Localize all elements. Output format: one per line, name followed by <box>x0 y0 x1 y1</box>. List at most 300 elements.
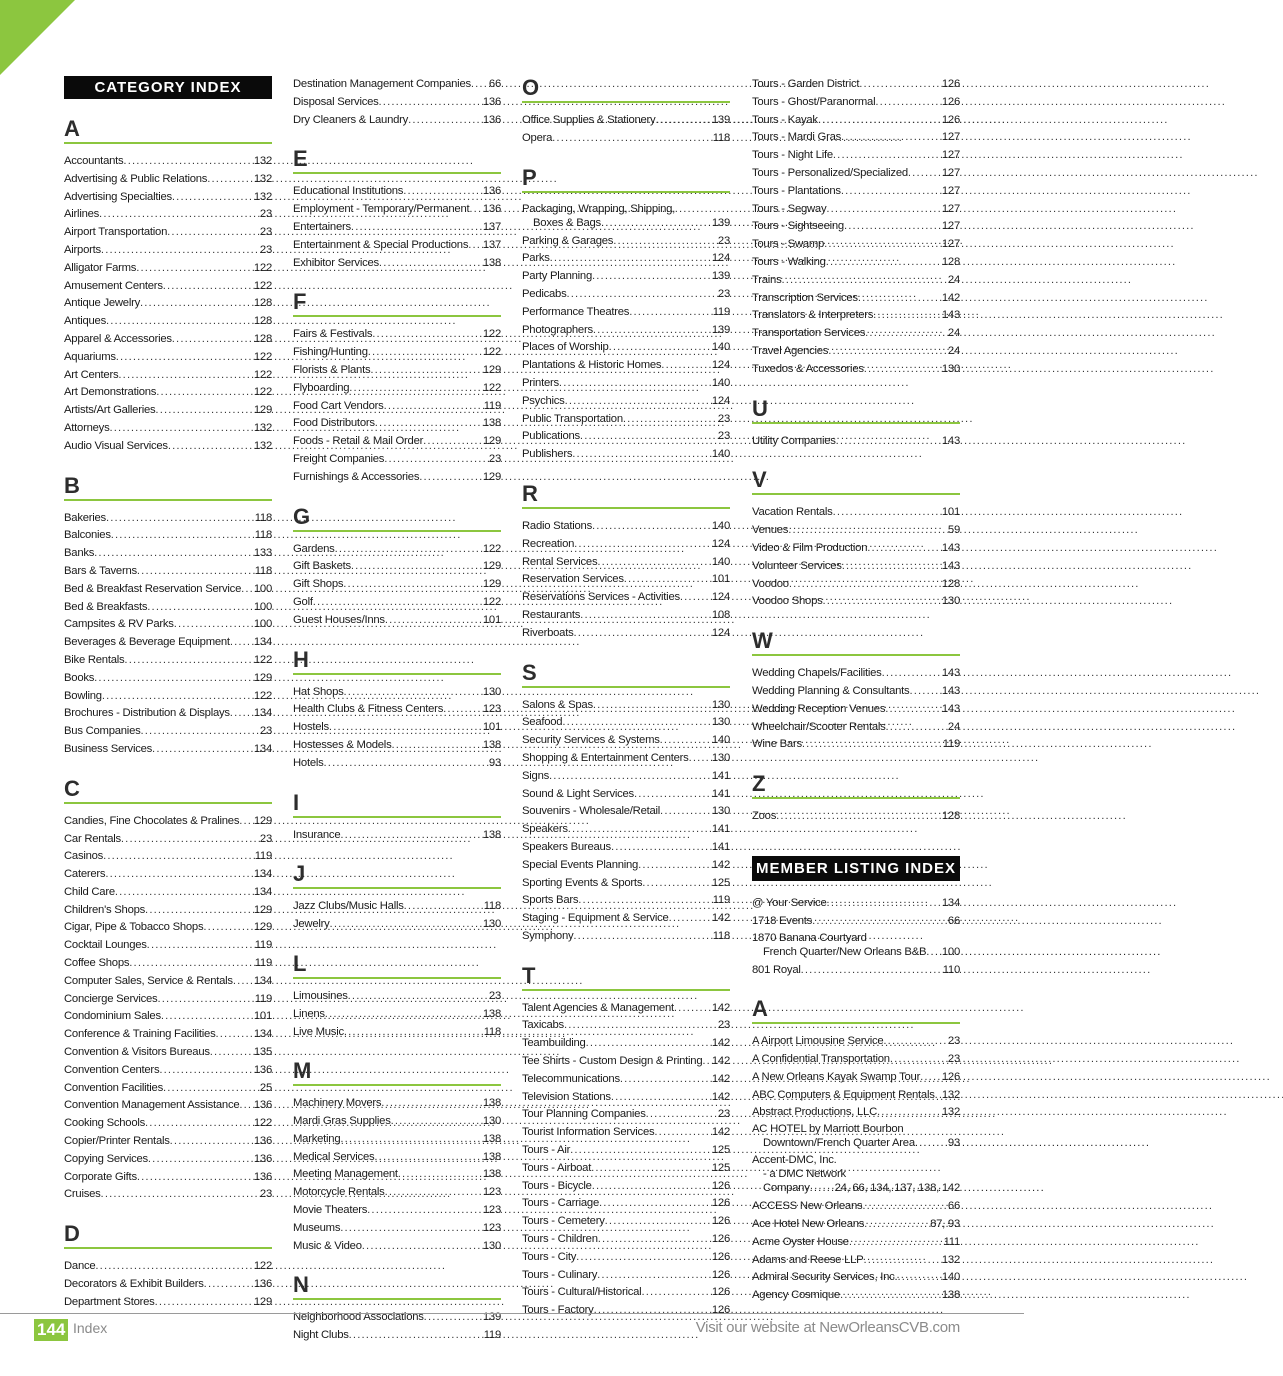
index-entry <box>293 827 501 845</box>
leader-dots <box>111 527 255 545</box>
leader-dots <box>443 701 483 719</box>
index-entry <box>522 910 730 928</box>
entry-name: Wedding Reception Venues <box>752 702 886 715</box>
index-entry <box>752 112 960 130</box>
leader-dots <box>550 250 712 268</box>
entry-page: 130 <box>482 1115 501 1128</box>
leader-dots <box>239 1097 254 1115</box>
entry-page: 119 <box>254 850 272 863</box>
entry-page: 128 <box>253 332 272 345</box>
leader-dots <box>207 171 254 189</box>
index-entry <box>522 375 730 393</box>
index-section <box>522 482 730 643</box>
entry-name: Tour Planning Companies <box>522 1108 646 1121</box>
entry-page: 138 <box>941 1289 960 1302</box>
category-index-heading: CATEGORY INDEX <box>64 76 272 99</box>
leader-dots <box>239 813 254 831</box>
index-entry <box>522 875 730 893</box>
entry-name: Wine Bars <box>752 738 802 751</box>
entry-name: Aquariums <box>64 350 116 363</box>
leader-dots <box>611 839 712 857</box>
entry-page: 101 <box>711 573 730 586</box>
entry-page: 127 <box>941 238 960 251</box>
entry-page: 25 <box>259 1081 272 1094</box>
leader-dots <box>340 1131 483 1149</box>
leader-dots <box>156 384 254 402</box>
entry-name: Utility Companies <box>752 434 836 447</box>
leader-dots <box>147 937 255 955</box>
leader-dots <box>340 1220 483 1238</box>
section-letter: B <box>64 474 272 501</box>
index-entry <box>293 219 501 237</box>
entry-name-line: 1870 Banana Courtyard <box>752 931 867 944</box>
leader-dots <box>106 510 255 528</box>
leader-dots <box>867 540 942 558</box>
index-section <box>293 952 501 1041</box>
entry-name: Jazz Clubs/Music Halls <box>293 900 404 913</box>
leader-dots <box>384 398 484 416</box>
leader-dots <box>145 1115 254 1133</box>
entry-page: 141 <box>711 840 730 853</box>
entry-name: Reservations Services - Activities <box>522 591 680 604</box>
index-entry <box>522 1249 730 1267</box>
index-entry <box>64 402 272 420</box>
index-entry <box>522 1124 730 1142</box>
entry-page: 130 <box>711 751 730 764</box>
entry-name: Computer Sales, Service & Rentals <box>64 974 233 987</box>
leader-dots <box>580 428 718 446</box>
entry-name: Art Centers <box>64 368 119 381</box>
leader-dots <box>599 1195 712 1213</box>
leader-dots <box>935 1087 942 1105</box>
entry-page: 126 <box>711 1304 730 1317</box>
leader-dots <box>330 916 483 934</box>
leader-dots <box>157 991 254 1009</box>
entry-page: 142 <box>711 912 730 925</box>
entry-name: Alligator Farms <box>64 261 137 274</box>
leader-dots <box>833 504 942 522</box>
leader-dots <box>642 875 712 893</box>
leader-dots <box>471 76 489 94</box>
entry-name: Amusement Centers <box>64 279 163 292</box>
index-entry <box>752 522 960 540</box>
index-entry <box>752 701 960 719</box>
entry-page: 130 <box>711 698 730 711</box>
index-entry <box>752 361 960 379</box>
entry-name: Cooking Schools <box>64 1117 146 1130</box>
leader-dots <box>593 697 712 715</box>
index-entry <box>752 1051 960 1069</box>
index-entry <box>293 737 501 755</box>
entry-name: Hostesses & Models <box>293 738 392 751</box>
entry-name: Copying Services <box>64 1152 148 1165</box>
entry-page: 118 <box>712 929 730 942</box>
entry-page: 126 <box>711 1286 730 1299</box>
entry-page: 143 <box>941 434 960 447</box>
entry-page: 126 <box>711 1268 730 1281</box>
index-entry <box>752 808 960 826</box>
entry-name: Marketing <box>293 1132 341 1145</box>
entry-name: Cruises <box>64 1188 101 1201</box>
leader-dots <box>570 1142 712 1160</box>
index-entry <box>522 130 730 148</box>
index-entry <box>752 1033 960 1051</box>
index-entry <box>752 254 960 272</box>
entry-page: 129 <box>253 921 272 934</box>
entry-name: Wheelchair/Scooter Rentals <box>752 720 886 733</box>
entry-name: Advertising & Public Relations <box>64 172 208 185</box>
leader-dots <box>926 945 942 959</box>
leader-dots <box>841 183 942 201</box>
entry-name: Admiral Security Services, Inc. <box>752 1271 898 1284</box>
entry-page: 127 <box>941 149 960 162</box>
entry-name: Tourist Information Services <box>522 1126 655 1139</box>
entry-page: 136 <box>253 1063 272 1076</box>
entry-name: Speakers Bureaus <box>522 840 611 853</box>
leader-dots <box>660 732 712 750</box>
entry-name: A Confidential Transportation <box>752 1053 890 1066</box>
entry-name: Agency Cosmique <box>752 1289 840 1302</box>
entry-page: 134 <box>253 742 272 755</box>
entry-name: Department Stores <box>64 1295 155 1308</box>
entry-page: 136 <box>253 1099 272 1112</box>
index-entry <box>293 398 501 416</box>
index-entry <box>752 683 960 701</box>
entry-page: 119 <box>712 894 730 907</box>
entry-page: 130 <box>941 595 960 608</box>
index-entry <box>752 962 960 980</box>
entry-page: 122 <box>253 350 272 363</box>
leader-dots <box>375 415 483 433</box>
leader-dots <box>423 433 483 451</box>
entry-page: 127 <box>941 202 960 215</box>
entry-name: Children's Shops <box>64 903 146 916</box>
leader-dots <box>844 218 942 236</box>
entry-name: Banks <box>64 547 95 560</box>
index-section <box>293 290 501 486</box>
entry-name: Apparel & Accessories <box>64 332 172 345</box>
entry-page: 23 <box>259 243 272 256</box>
entry-name: Airlines <box>64 208 100 221</box>
entry-page: 23 <box>717 287 730 300</box>
index-entry <box>293 612 501 630</box>
entry-page: 127 <box>941 166 960 179</box>
index-entry <box>522 625 730 643</box>
index-entry <box>522 839 730 857</box>
index-entry <box>64 581 272 599</box>
section-letter: A <box>64 117 272 144</box>
entry-page: 130 <box>941 362 960 375</box>
index-entry <box>522 536 730 554</box>
index-entry <box>522 286 730 304</box>
leader-dots <box>145 902 254 920</box>
entry-page: 108 <box>711 608 730 621</box>
index-entry <box>293 755 501 773</box>
entry-name: Copier/Printer Rentals <box>64 1135 170 1148</box>
entry-page: 136 <box>482 113 501 126</box>
entry-name: A New Orleans Kayak Swamp Tour <box>752 1070 921 1083</box>
leader-dots <box>629 304 713 322</box>
index-entry <box>64 670 272 688</box>
entry-page: 118 <box>254 511 272 524</box>
entry-name: Tours - Air <box>522 1144 571 1157</box>
entry-page: 23 <box>259 208 272 221</box>
leader-dots <box>865 325 948 343</box>
entry-name: Convention Management Assistance <box>64 1099 240 1112</box>
index-entry <box>752 1069 960 1087</box>
member-listing-heading: MEMBER LISTING INDEX <box>752 856 960 881</box>
page-number: 144 <box>34 1319 68 1341</box>
entry-page: 101 <box>941 506 960 519</box>
entry-page: 143 <box>941 702 960 715</box>
entry-name: Advertising Specialties <box>64 190 172 203</box>
index-section <box>293 505 501 630</box>
entry-page: 126 <box>711 1197 730 1210</box>
leader-dots <box>367 1202 483 1220</box>
entry-name: Tours - Kayak <box>752 113 818 126</box>
leader-dots <box>886 719 948 737</box>
index-entry <box>64 224 272 242</box>
entry-page: 119 <box>254 957 272 970</box>
leader-dots <box>324 755 489 773</box>
index-entry <box>522 233 730 251</box>
entry-name: ABC Computers & Equipment Rentals <box>752 1088 935 1101</box>
entry-name: Campsites & RV Parks <box>64 618 174 631</box>
entry-page: 134 <box>253 707 272 720</box>
index-entry <box>522 112 730 130</box>
entry-name: Signs <box>522 769 550 782</box>
index-entry <box>293 362 501 380</box>
index-entry <box>293 1113 501 1131</box>
entry-name: Tours - Airboat <box>522 1161 592 1174</box>
leader-dots <box>329 719 483 737</box>
entry-page: 24 <box>947 327 960 340</box>
index-entry <box>293 1202 501 1220</box>
section-letter: A <box>752 997 960 1024</box>
entry-page: 136 <box>253 1135 272 1148</box>
entry-name: Museums <box>293 1221 341 1234</box>
index-entry <box>64 813 272 831</box>
entry-name: Zoos <box>752 810 777 823</box>
entry-name: Tours - Ghost/Paranormal <box>752 95 876 108</box>
entry-page: 143 <box>941 559 960 572</box>
entry-page: 132 <box>253 439 272 452</box>
leader-dots <box>241 581 254 599</box>
leader-dots <box>605 1213 712 1231</box>
index-entry <box>64 545 272 563</box>
entry-page: 122 <box>253 279 272 292</box>
entry-page: 130 <box>711 805 730 818</box>
section-letter: S <box>522 661 730 688</box>
leader-dots <box>586 1035 712 1053</box>
entry-name: Office Supplies & Stationery <box>522 114 656 126</box>
leader-dots <box>167 224 260 242</box>
index-entry <box>752 913 960 931</box>
entry-page: 127 <box>941 184 960 197</box>
entry-page: 138 <box>482 738 501 751</box>
entry-page: 127 <box>941 220 960 233</box>
entry-name: Printers <box>522 376 559 389</box>
entry-name: Dry Cleaners & Laundry <box>293 113 409 126</box>
entry-name: Opera <box>522 131 553 144</box>
index-entry <box>64 848 272 866</box>
index-entry <box>64 331 272 349</box>
index-entry <box>293 183 501 201</box>
leader-dots <box>598 1231 712 1249</box>
leader-dots <box>381 1095 483 1113</box>
leader-dots <box>634 786 712 804</box>
index-entry <box>64 1044 272 1062</box>
entry-name: Publishers <box>522 448 573 461</box>
entry-name: Volunteer Services <box>752 559 842 572</box>
entry-name: Taxicabs <box>522 1019 564 1032</box>
entry-name: Mardi Gras Supplies <box>293 1115 391 1128</box>
leader-dots <box>842 558 942 576</box>
entry-name: Music & Video <box>293 1239 362 1252</box>
entry-page: 118 <box>483 1025 501 1038</box>
index-entry <box>64 1294 272 1312</box>
entry-name: Tours - Personalized/Specialized <box>752 166 908 179</box>
leader-dots <box>351 558 483 576</box>
entry-page: 124 <box>711 537 730 550</box>
index-entry <box>64 510 272 528</box>
leader-dots <box>155 402 253 420</box>
entry-name-line: Downtown/French Quarter Area <box>763 1137 915 1150</box>
section-letter: D <box>64 1222 272 1249</box>
entry-page: 100 <box>941 945 960 958</box>
leader-dots <box>864 1216 930 1234</box>
entry-name: Florists & Plants <box>293 363 371 376</box>
entry-page: 111 <box>943 1235 960 1248</box>
leader-dots <box>123 153 253 171</box>
index-section <box>293 648 501 773</box>
leader-dots <box>379 255 483 273</box>
entry-name: Guest Houses/Inns <box>293 613 385 626</box>
leader-dots <box>216 1026 254 1044</box>
index-entry <box>293 201 501 219</box>
leader-dots <box>137 563 255 581</box>
index-entry <box>522 1195 730 1213</box>
entry-name: Abstract Productions, LLC <box>752 1106 877 1119</box>
entry-page: 138 <box>482 1132 501 1145</box>
index-entry <box>64 705 272 723</box>
entry-page: 124 <box>711 591 730 604</box>
entry-page: 136 <box>253 1152 272 1165</box>
index-entry <box>64 1258 272 1276</box>
leader-dots <box>883 1033 948 1051</box>
entry-name: Vacation Rentals <box>752 506 833 519</box>
entry-page: 138 <box>482 417 501 430</box>
entry-name: Seafood <box>522 716 563 729</box>
leader-dots <box>826 254 942 272</box>
entry-name: Tuxedos & Accessories <box>752 362 864 375</box>
index-entry <box>522 446 730 464</box>
entry-name: Performance Theatres <box>522 305 630 318</box>
entry-page: 130 <box>482 1239 501 1252</box>
entry-page: 122 <box>482 542 501 555</box>
entry-name: Convention Facilities <box>64 1081 163 1094</box>
leader-dots <box>920 1069 942 1087</box>
entry-page: 123 <box>482 1186 501 1199</box>
entry-page: 123 <box>482 1204 501 1217</box>
entry-name: Special Events Planning <box>522 858 639 871</box>
entry-name: Car Rentals <box>64 832 121 845</box>
entry-page: 129 <box>482 560 501 573</box>
entry-page: 142 <box>711 858 730 871</box>
entry-name: Symphony <box>522 929 574 942</box>
entry-name: Live Music <box>293 1025 344 1038</box>
leader-dots <box>810 1181 835 1195</box>
entry-page: 125 <box>711 1161 730 1174</box>
entry-name: Wedding Chapels/Facilities <box>752 667 882 680</box>
index-entry <box>752 558 960 576</box>
leader-dots <box>137 1169 254 1187</box>
index-entry <box>293 344 501 362</box>
leader-dots <box>203 919 254 937</box>
leader-dots <box>646 1106 718 1124</box>
entry-page: 119 <box>254 992 272 1005</box>
leader-dots <box>349 380 483 398</box>
leader-dots <box>549 768 712 786</box>
index-section <box>64 1222 272 1311</box>
leader-dots <box>674 1000 712 1018</box>
entry-page: 139 <box>711 270 730 283</box>
entry-page: 118 <box>254 529 272 542</box>
entry-name: Parking & Garages <box>522 234 614 247</box>
entry-page: 126 <box>711 1250 730 1263</box>
entry-page: 126 <box>941 113 960 126</box>
entry-name: Food Cart Vendors <box>293 399 384 412</box>
index-entry <box>752 1104 960 1122</box>
leader-dots <box>172 189 254 207</box>
index-entry <box>64 634 272 652</box>
entry-name: Fairs & Festivals <box>293 328 373 341</box>
leader-dots <box>641 1284 711 1302</box>
entry-page: 122 <box>482 381 501 394</box>
index-entry <box>64 884 272 902</box>
index-entry <box>64 206 272 224</box>
entry-page: 128 <box>253 315 272 328</box>
index-entry <box>752 201 960 219</box>
entry-name: Accountants <box>64 155 124 167</box>
section-letter: N <box>293 1273 501 1300</box>
entry-last-line <box>752 1136 960 1150</box>
leader-dots <box>344 684 483 702</box>
index-entry <box>752 183 960 201</box>
entry-name: Fishing/Hunting <box>293 346 368 359</box>
entry-name: Rental Services <box>522 555 598 568</box>
leader-dots <box>147 599 254 617</box>
entry-page: 124 <box>711 252 730 265</box>
index-entry <box>752 433 960 451</box>
entry-name: Bus Companies <box>64 725 141 738</box>
leader-dots <box>374 1149 483 1167</box>
index-section <box>522 661 730 946</box>
entry-page: 129 <box>482 470 501 483</box>
entry-page: 140 <box>711 555 730 568</box>
leader-dots <box>781 272 947 290</box>
entry-page: 122 <box>253 653 272 666</box>
entry-page: 130 <box>711 716 730 729</box>
entry-name: Condominium Sales <box>64 1010 161 1023</box>
entry-page: 119 <box>254 939 272 952</box>
entry-name: ACCESS New Orleans <box>752 1200 863 1213</box>
index-entry <box>64 723 272 741</box>
entry-page: 126 <box>711 1179 730 1192</box>
entry-page: 132 <box>941 1088 960 1101</box>
entry-name: Tours - Sightseeing <box>752 220 844 233</box>
entry-page: 129 <box>482 578 501 591</box>
